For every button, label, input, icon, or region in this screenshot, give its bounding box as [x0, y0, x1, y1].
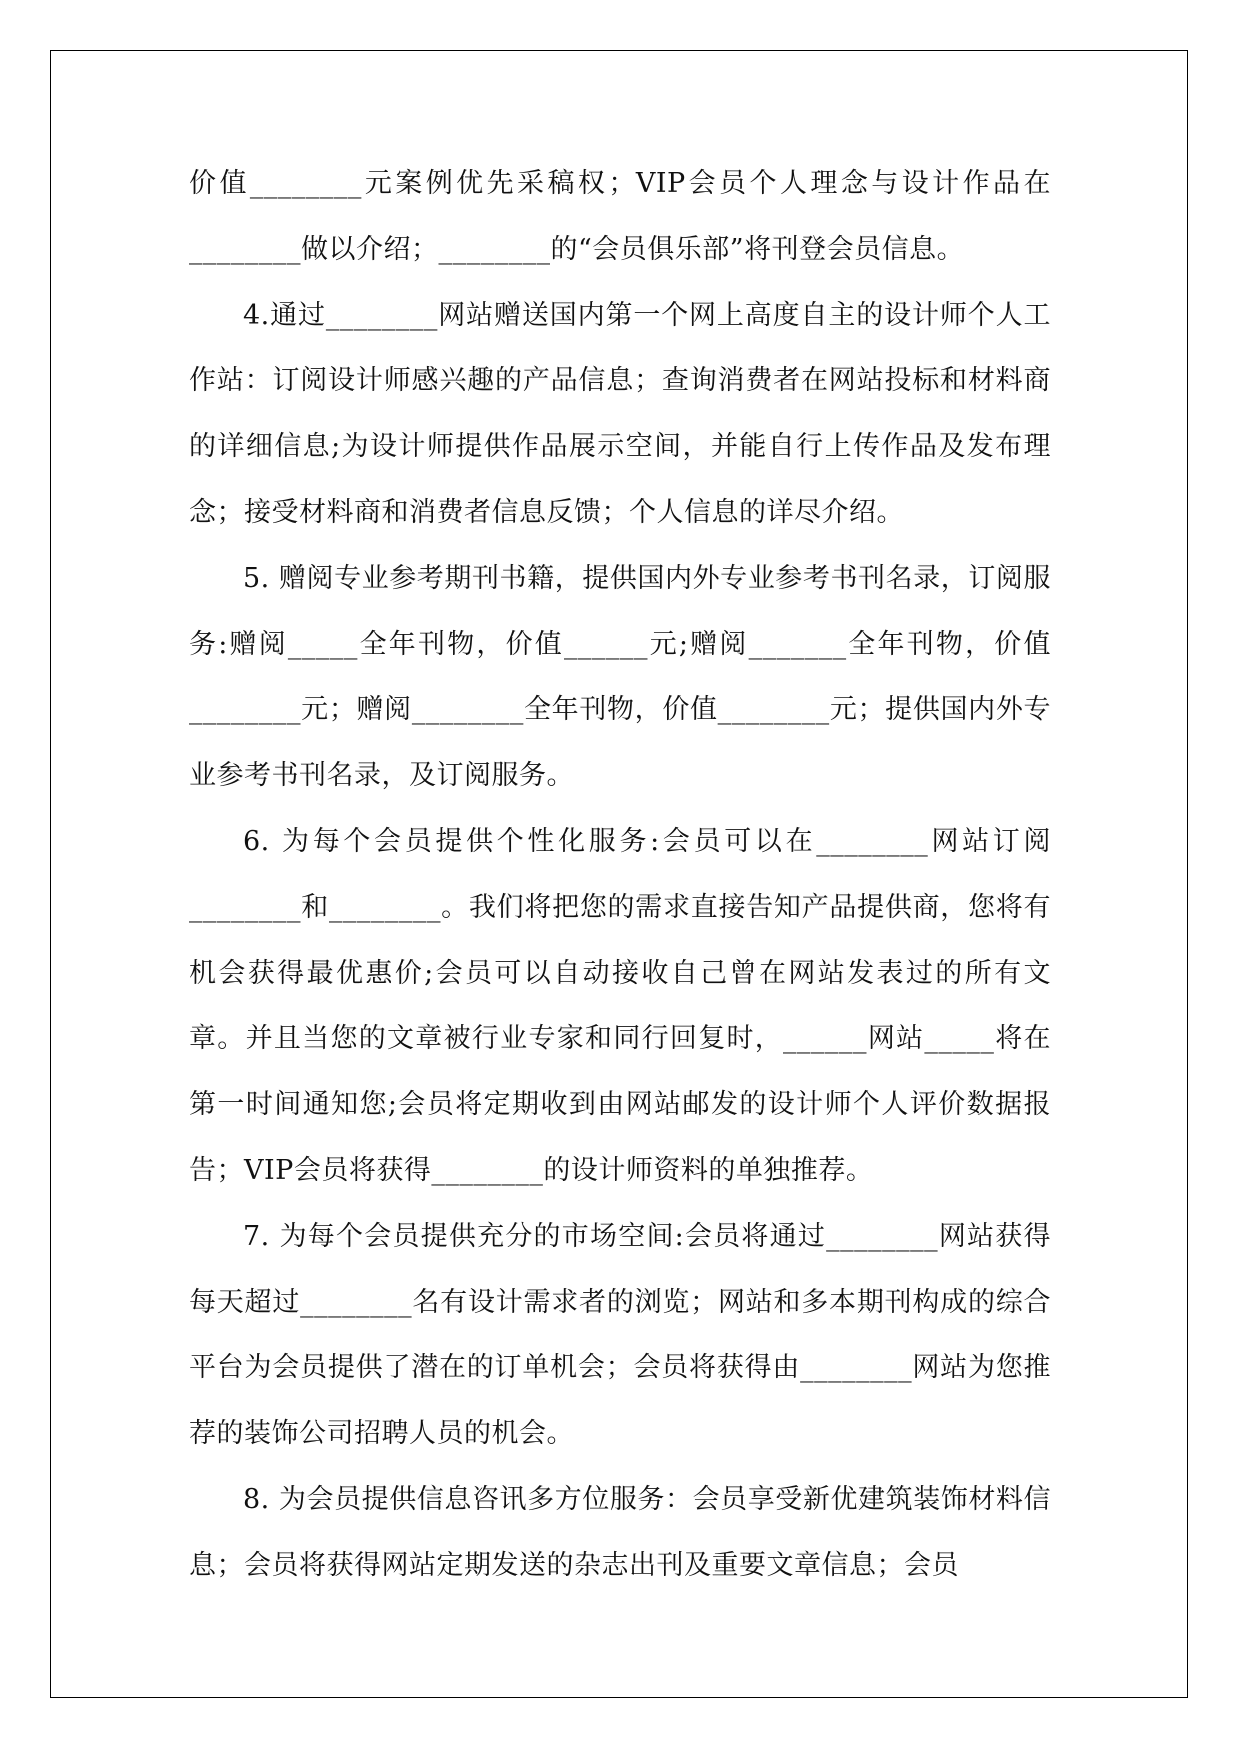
paragraph-item-7: 7. 为每个会员提供充分的市场空间:会员将通过________网站获得每天超过________名有设计需求者的浏览；网站和多本期刊构成的综合平台为会员提供了潜在的订单机会；会员将获得由________网站为您推荐的装饰公司招聘人员的机会。 [189, 1220, 1051, 1450]
document-body [189, 151, 1051, 1599]
paragraph-item-8: 8. 为会员提供信息咨讯多方位服务：会员享受新优建筑装饰材料信息；会员将获得网站定期发送的杂志出刊及重要文章信息；会员 [189, 1483, 1051, 1581]
paragraph-item-4: 4.通过________网站赠送国内第一个网上高度自主的设计师个人工作站：订阅设计师感兴趣的产品信息；查询消费者在网站投标和材料商的详细信息;为设计师提供作品展示空间，并能自行上传作品及发布理念；接受材料商和消费者信息反馈；个人信息的详尽介绍。 [189, 299, 1051, 528]
paragraph-item-6: 6. 为每个会员提供个性化服务:会员可以在________网站订阅________和________。我们将把您的需求直接告知产品提供商，您将有机会获得最优惠价;会员可以自动接收自己曾在网站发表过的所有文章。并且当您的文章被行业专家和同行回复时，______网站_____将在第一时间通知您;会员将定期收到由网站邮发的设计师个人评价数据报告；VIP会员将获得________的设计师资料的单独推荐。 [189, 825, 1051, 1186]
paragraph-item-5: 5. 赠阅专业参考期刊书籍，提供国内外专业参考书刊名录，订阅服务:赠阅_____全年刊物，价值______元;赠阅_______全年刊物，价值________元；赠阅________全年刊物，价值________元；提供国内外专业参考书刊名录，及订阅服务。 [189, 562, 1051, 792]
paragraph-continuation: 价值________元案例优先采稿权；VIP会员个人理念与设计作品在________做以介绍；________的“会员俱乐部”将刊登会员信息。 [189, 168, 1051, 265]
